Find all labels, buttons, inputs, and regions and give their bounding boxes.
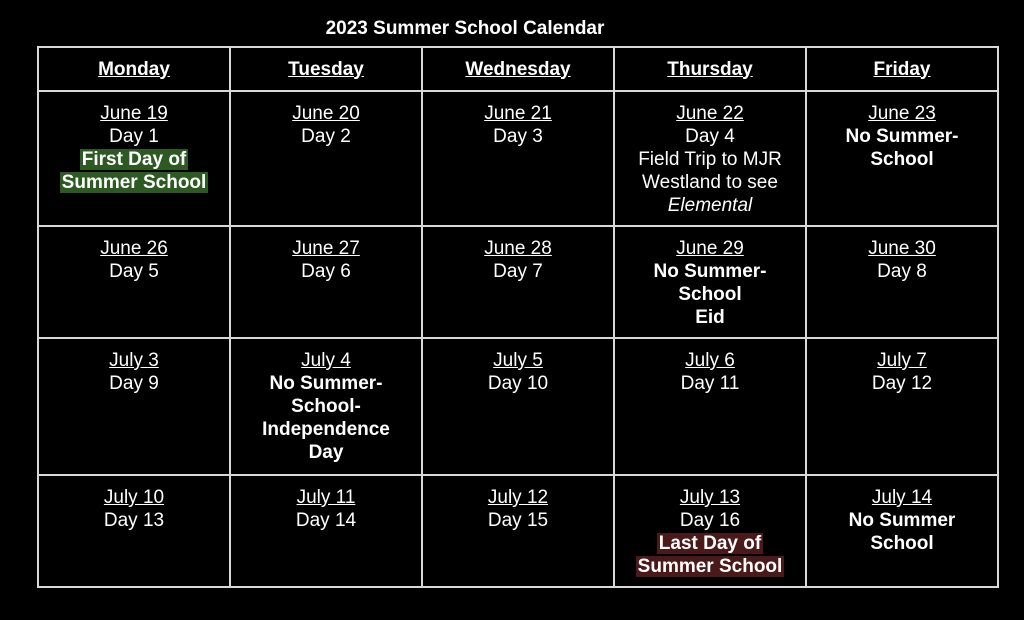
cell-day-number: Day 3 (493, 126, 543, 147)
cell-day-number: Day 4 (685, 126, 735, 147)
last-day-label: Summer School (637, 556, 783, 577)
day-cell (806, 475, 998, 587)
cell-date: July 7 (877, 350, 927, 371)
cell-date: June 28 (484, 238, 552, 259)
cell-date: July 3 (109, 350, 159, 371)
no-school-label: No Summer- (653, 261, 767, 282)
day-cell (614, 91, 806, 226)
week-row-2 (38, 226, 998, 338)
no-school-label: No Summer- (845, 126, 959, 147)
day-cell (230, 226, 422, 338)
header-monday: Monday (38, 47, 230, 91)
day-cell (806, 91, 998, 226)
day-cell (614, 475, 806, 587)
calendar-table (37, 46, 999, 588)
cell-date: July 13 (679, 487, 741, 508)
cell-date: June 20 (292, 103, 360, 124)
day-cell (38, 91, 230, 226)
cell-day-number: Day 8 (877, 261, 927, 282)
day-cell (38, 226, 230, 338)
cell-day-number: Day 15 (487, 510, 549, 531)
cell-event-text: Field Trip to MJR (638, 149, 782, 170)
cell-date: June 21 (484, 103, 552, 124)
cell-day-number: Day 10 (487, 373, 549, 394)
cell-date: June 23 (868, 103, 936, 124)
cell-day-number: Day 9 (109, 373, 159, 394)
header-friday: Friday (806, 47, 998, 91)
cell-date: July 14 (871, 487, 933, 508)
cell-date: June 19 (100, 103, 168, 124)
day-cell (614, 338, 806, 475)
no-school-label: School (870, 533, 934, 554)
first-day-label: First Day of (81, 149, 187, 170)
header-thursday: Thursday (614, 47, 806, 91)
cell-day-number: Day 12 (871, 373, 933, 394)
calendar-title: 2023 Summer School Calendar (325, 18, 605, 39)
cell-day-number: Day 16 (679, 510, 741, 531)
header-wednesday: Wednesday (422, 47, 614, 91)
cell-day-number: Day 14 (295, 510, 357, 531)
header-tuesday: Tuesday (230, 47, 422, 91)
holiday-label: Independence (262, 419, 390, 440)
cell-date: June 29 (676, 238, 744, 259)
cell-movie-title: Elemental (667, 195, 753, 216)
week-row-3 (38, 338, 998, 475)
cell-day-number: Day 2 (301, 126, 351, 147)
header-row (38, 47, 998, 91)
week-row-1 (38, 91, 998, 226)
cell-date: June 22 (676, 103, 744, 124)
no-school-label: No Summer- (269, 373, 383, 394)
cell-date: June 27 (292, 238, 360, 259)
cell-day-number: Day 11 (680, 373, 740, 394)
day-cell (230, 475, 422, 587)
day-cell (614, 226, 806, 338)
cell-date: June 30 (868, 238, 936, 259)
cell-date: July 5 (493, 350, 543, 371)
day-cell (422, 91, 614, 226)
day-cell (422, 338, 614, 475)
cell-day-number: Day 13 (103, 510, 165, 531)
day-cell (806, 226, 998, 338)
day-cell (38, 475, 230, 587)
day-cell (806, 338, 998, 475)
no-school-label: No Summer (848, 510, 956, 531)
day-cell (230, 338, 422, 475)
holiday-label: Day (308, 442, 344, 463)
day-cell (422, 475, 614, 587)
day-cell (230, 91, 422, 226)
no-school-label: School- (291, 396, 361, 417)
cell-day-number: Day 5 (109, 261, 159, 282)
last-day-label: Last Day of (658, 533, 762, 554)
cell-day-number: Day 7 (493, 261, 543, 282)
week-row-4 (38, 475, 998, 587)
day-cell (38, 338, 230, 475)
first-day-label: Summer School (61, 172, 207, 193)
cell-day-number: Day 6 (301, 261, 351, 282)
cell-day-number: Day 1 (109, 126, 159, 147)
cell-date: July 12 (487, 487, 549, 508)
cell-date: June 26 (100, 238, 168, 259)
no-school-label: School (870, 149, 934, 170)
day-cell (422, 226, 614, 338)
no-school-label: School (678, 284, 742, 305)
cell-date: July 10 (103, 487, 165, 508)
holiday-label: Eid (695, 307, 725, 328)
cell-date: July 6 (685, 350, 735, 371)
cell-event-text: Westland to see (642, 172, 778, 193)
cell-date: July 4 (301, 350, 351, 371)
cell-date: July 11 (296, 487, 356, 508)
